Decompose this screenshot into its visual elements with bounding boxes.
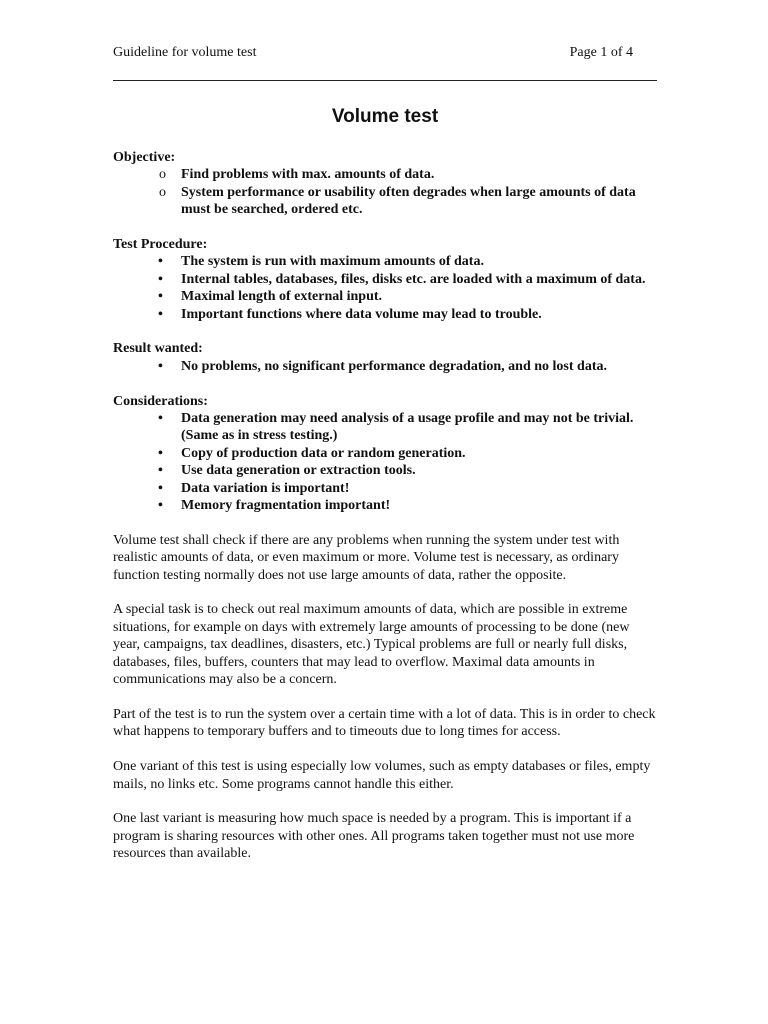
test-procedure-list xyxy=(113,253,658,323)
bullet-icon: • xyxy=(158,306,163,322)
bullet-icon: • xyxy=(158,271,163,287)
section-result-wanted xyxy=(113,340,658,375)
list-item xyxy=(113,184,658,219)
list-item-text: The system is run with maximum amounts of data. xyxy=(181,254,484,270)
bullet-icon: • xyxy=(158,358,163,374)
body-paragraph: A special task is to check out real maximum amounts of data, which are possible in extreme situations, for example on days with extremely large amounts of processing to be done (new year, campaigns, tax deadlines, disasters, etc.) Typical problems are full or nearly full disks, databases, files, buffers, counters that may lead to overflow. Maximal data amounts in communications may also be a concern. xyxy=(113,602,630,688)
list-item-text: System performance or usability often degrades when large amounts of data must be searched, ordered etc. xyxy=(181,184,636,218)
header-title: Guideline for volume test xyxy=(113,45,257,60)
list-item xyxy=(113,462,658,479)
list-item-text: Find problems with max. amounts of data. xyxy=(181,167,435,183)
section-test-procedure xyxy=(113,236,658,323)
bullet-icon: • xyxy=(158,289,163,305)
list-item xyxy=(113,288,658,305)
section-heading: Result wanted: xyxy=(113,341,203,357)
section-heading: Considerations: xyxy=(113,393,208,409)
list-item xyxy=(113,410,658,445)
list-item xyxy=(113,497,658,514)
bullet-icon: • xyxy=(158,254,163,270)
list-item-text: Internal tables, databases, files, disks etc. are loaded with a maximum of data. xyxy=(181,271,646,287)
body-paragraph: One last variant is measuring how much space is needed by a program. This is important if a program is sharing resources with other ones. All programs taken together must not use more resources than available. xyxy=(113,811,635,862)
section-heading: Objective: xyxy=(113,150,176,165)
header-page-number: Page 1 of 4 xyxy=(569,45,633,60)
section-considerations xyxy=(113,393,658,515)
document-title: Volume test xyxy=(331,106,439,127)
list-item xyxy=(113,480,658,497)
section-heading: Test Procedure: xyxy=(113,237,208,253)
list-item-text: Data generation may need analysis of a usage profile and may not be trivial. (Same as in stress testing.) xyxy=(181,411,634,444)
list-item xyxy=(113,445,658,462)
body-paragraph: Volume test shall check if there are any problems when running the system under test with realistic amounts of data, or even maximum or more. Volume test is necessary, as ordinary function testing normally does not use large amounts of data, rather the opposite. xyxy=(113,532,620,583)
objective-list xyxy=(113,166,658,218)
list-item xyxy=(113,166,658,183)
list-item-text: Copy of production data or random generation. xyxy=(181,445,466,461)
list-item xyxy=(113,271,658,288)
body-paragraph: Part of the test is to run the system over a certain time with a lot of data. This is in order to check what happens to temporary buffers and to timeouts due to long times for access. xyxy=(113,706,656,740)
bullet-icon: • xyxy=(158,463,163,479)
bullet-icon: • xyxy=(158,445,163,461)
circle-bullet-icon: o xyxy=(159,184,166,200)
considerations-list xyxy=(113,410,658,514)
list-item-text: Maximal length of external input. xyxy=(181,289,383,305)
bullet-icon: • xyxy=(158,411,163,427)
document-body xyxy=(113,149,658,880)
body-paragraph: One variant of this test is using especially low volumes, such as empty databases or files, empty mails, no links etc. Some programs cannot handle this either. xyxy=(113,759,651,792)
list-item xyxy=(113,306,658,323)
header-divider xyxy=(113,80,657,81)
list-item-text: No problems, no significant performance degradation, and no lost data. xyxy=(181,358,607,374)
list-item xyxy=(113,358,658,375)
list-item-text: Memory fragmentation important! xyxy=(181,498,391,514)
bullet-icon: • xyxy=(158,480,163,496)
result-wanted-list xyxy=(113,358,658,375)
list-item-text: Important functions where data volume may lead to trouble. xyxy=(181,306,542,322)
bullet-icon: • xyxy=(158,498,163,514)
list-item xyxy=(113,253,658,270)
list-item-text: Use data generation or extraction tools. xyxy=(181,463,416,479)
list-item-text: Data variation is important! xyxy=(181,480,350,496)
section-objective xyxy=(113,149,658,219)
circle-bullet-icon: o xyxy=(159,167,166,183)
